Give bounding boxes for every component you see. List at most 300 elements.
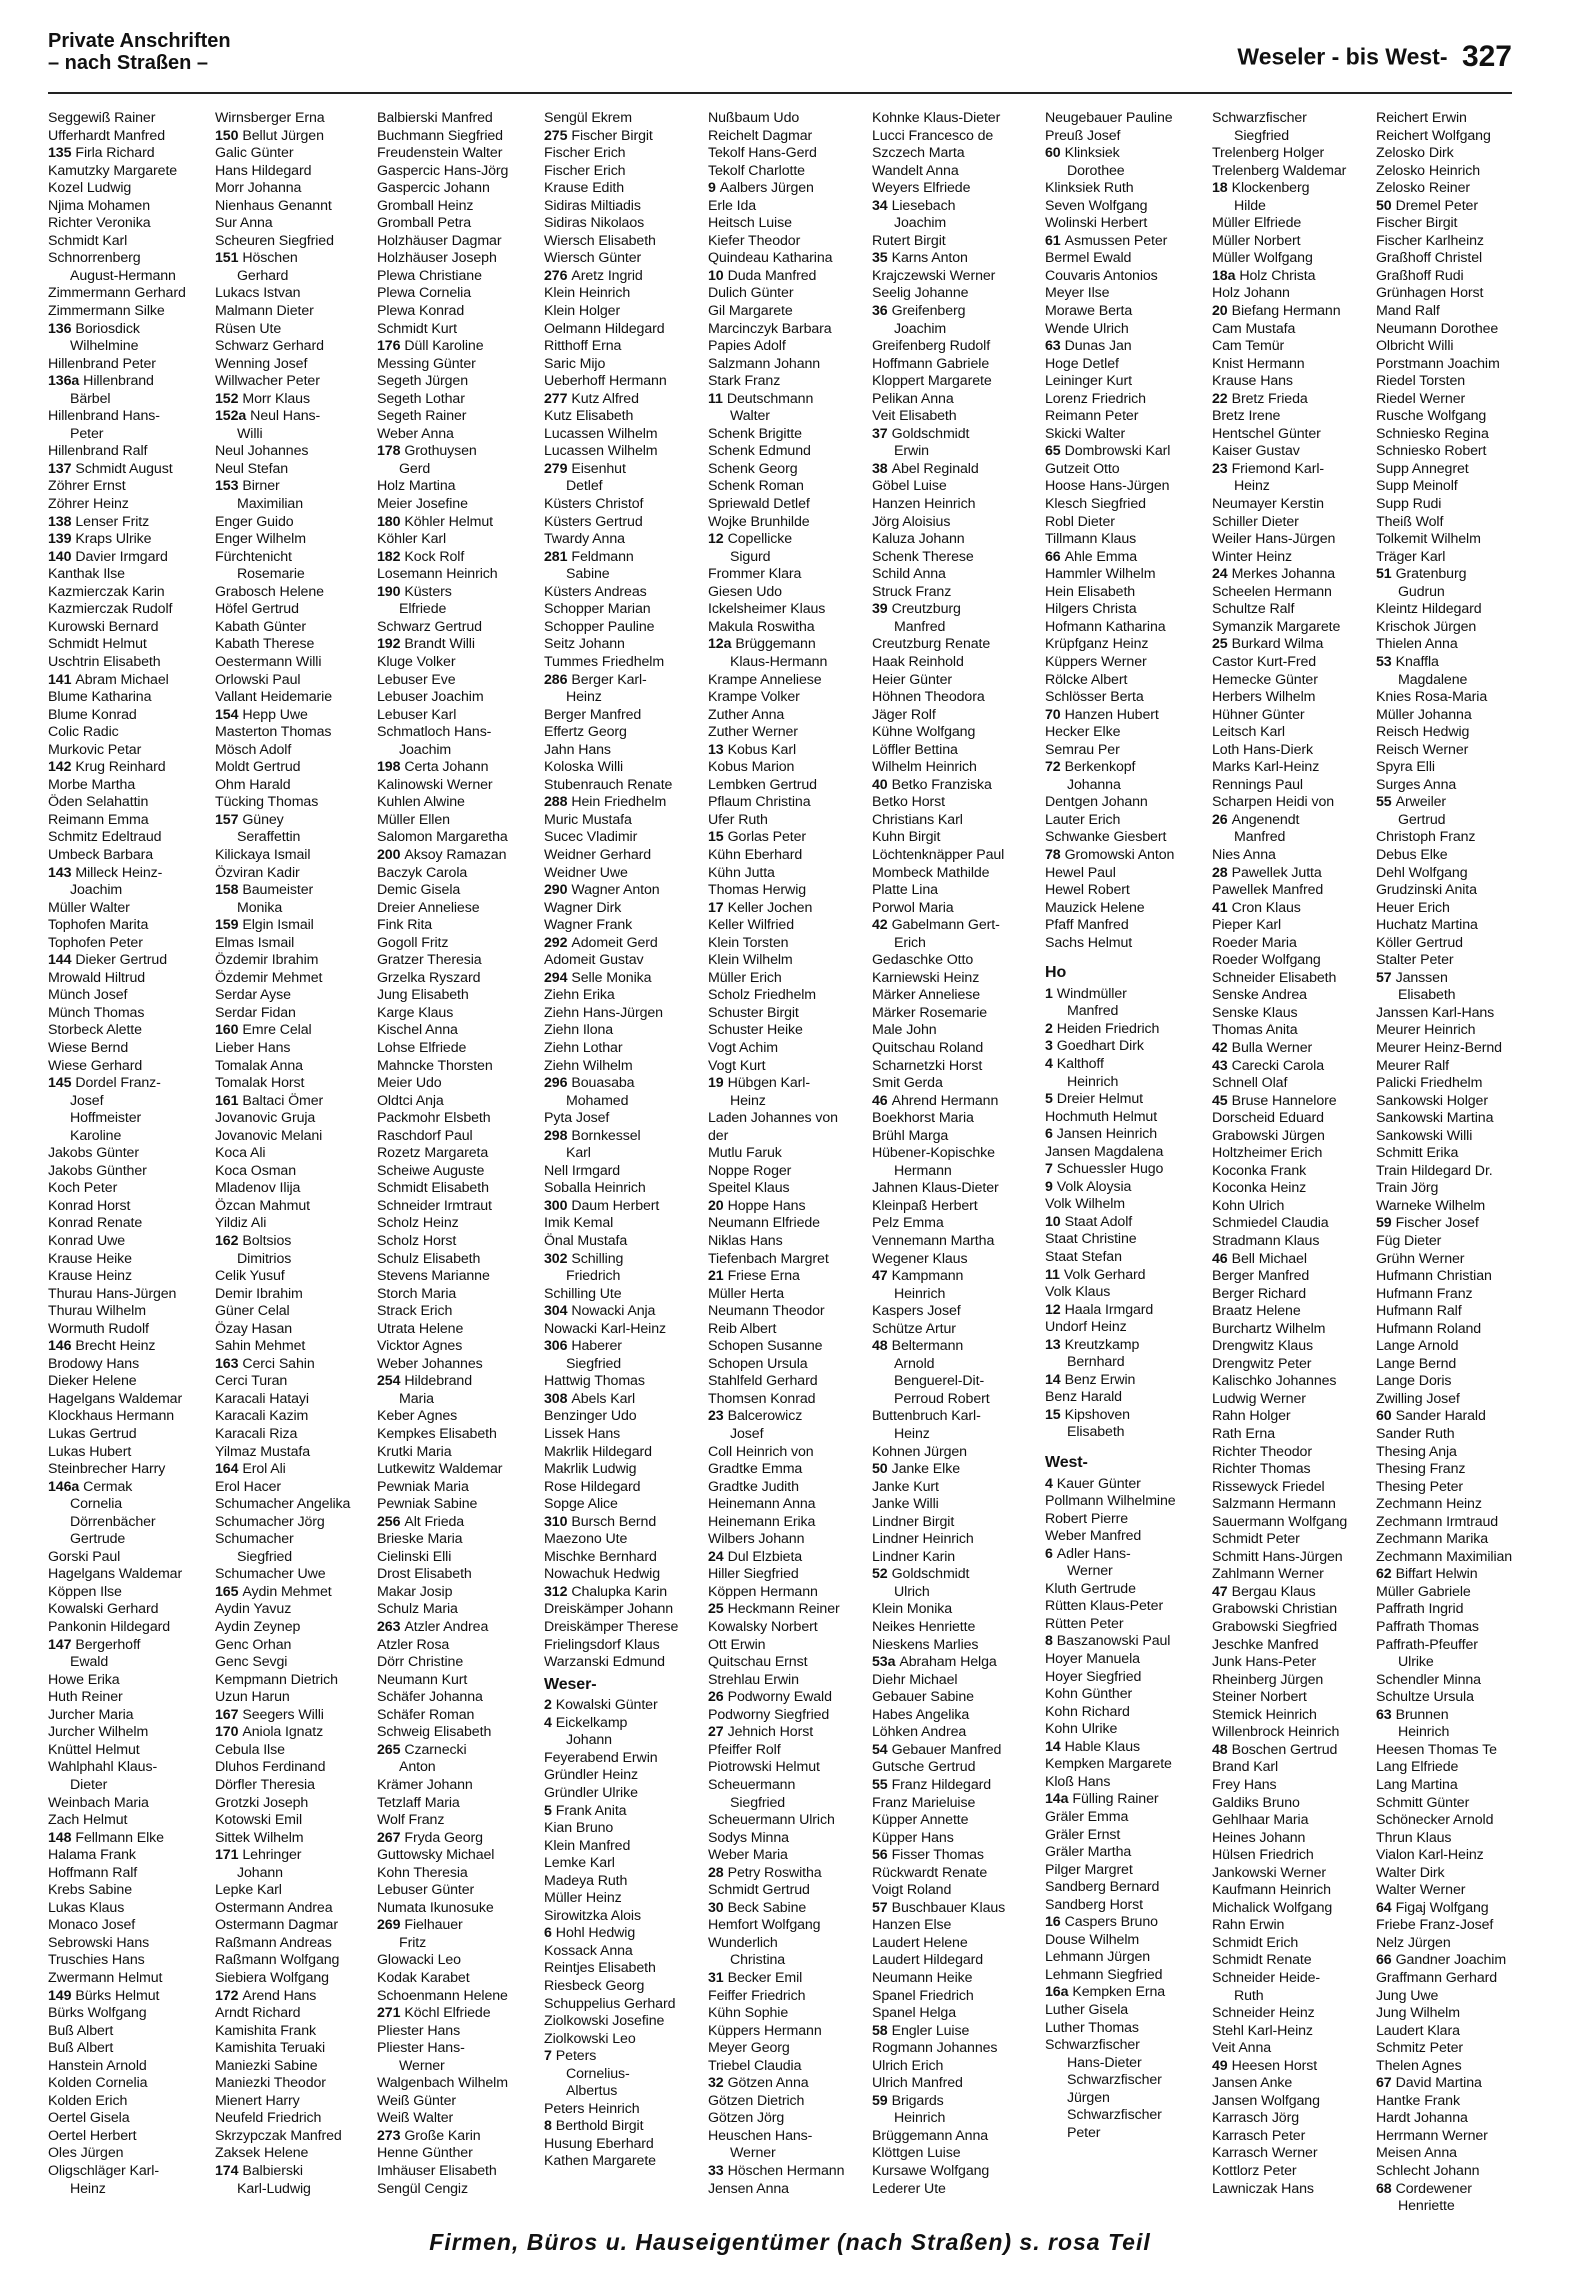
resident-entry: Siegfried [730, 1794, 786, 1811]
resident-entry: Wagner Frank [544, 917, 633, 934]
resident-entry: Raßmann Andreas [215, 1934, 332, 1951]
resident-entry: Kodak Karabet [377, 1969, 470, 1986]
resident-name: Eickelkamp [555, 1714, 628, 1731]
resident-name: Daum Herbert [571, 1197, 660, 1214]
resident-entry: Mischke Bernhard [544, 1548, 657, 1565]
house-entry [544, 1391, 706, 1409]
resident-entry: Segeth Lothar [377, 390, 465, 407]
resident-name: Fryda Georg [404, 1829, 483, 1846]
house-number: 139 [48, 531, 72, 548]
house-entry [48, 514, 212, 532]
resident-entry: Madeya Ruth [544, 1872, 628, 1889]
resident-name: Karns Anton [891, 250, 968, 267]
house-entry [1376, 2075, 1526, 2093]
house-number: 60 [1376, 1408, 1392, 1425]
house-entry [48, 1338, 212, 1356]
resident-entry: Tomalak Anna [215, 1057, 303, 1074]
resident-entry: Scheuren Siegfried [215, 232, 334, 249]
resident-entry: Schulz Elisabeth [377, 1250, 481, 1267]
house-number: 306 [544, 1338, 568, 1355]
house-number: 50 [1376, 197, 1392, 214]
resident-entry: Schwarzfischer [1045, 2037, 1140, 2054]
resident-entry: Gromball Heinz [377, 197, 474, 214]
resident-entry: Nieskens Marlies [872, 1636, 979, 1653]
street-heading [1045, 952, 1210, 960]
resident-entry: Twardy Anna [544, 531, 625, 548]
resident-entry: Dentgen Johann [1045, 794, 1148, 811]
resident-name: Kutz Alfred [571, 390, 639, 407]
resident-entry: Schwarz Gertrud [377, 618, 482, 635]
house-number: 26 [708, 1689, 724, 1706]
resident-entry: Weiß Walter [377, 2110, 454, 2127]
resident-entry: Schultze Ralf [1212, 601, 1295, 618]
resident-entry: Orlowski Paul [215, 671, 301, 688]
resident-entry: Anton [399, 1759, 436, 1776]
resident-name: Sander Harald [1395, 1408, 1486, 1425]
resident-entry: Feyerabend Erwin [544, 1749, 658, 1766]
resident-name: Boschen Gertrud [1231, 1741, 1338, 1758]
resident-entry: Zuther Anna [708, 706, 785, 723]
resident-entry: Preuß Josef [1045, 127, 1121, 144]
resident-entry: Kalischko Johannes [1212, 1373, 1337, 1390]
house-entry [708, 829, 870, 847]
house-number: 33 [708, 2162, 724, 2179]
resident-entry: Cerci Turan [215, 1373, 288, 1390]
resident-name: Dremel Peter [1395, 197, 1478, 214]
house-number: 35 [872, 250, 888, 267]
resident-entry: Habes Angelika [872, 1706, 970, 1723]
resident-entry: Mrowald Hiltrud [48, 969, 146, 986]
resident-entry: Kempmann Dietrich [215, 1671, 338, 1688]
resident-entry: Grabowski Christian [1212, 1601, 1338, 1618]
resident-entry: Papies Adolf [708, 338, 786, 355]
resident-entry: Zelosko Reiner [1376, 180, 1471, 197]
resident-entry: Paffrath Thomas [1376, 1619, 1479, 1636]
house-entry [48, 672, 212, 690]
resident-entry: Stemick Heinrich [1212, 1706, 1317, 1723]
resident-entry: Laudert Hildegard [872, 1952, 984, 1969]
resident-entry: Detlef [566, 478, 603, 495]
resident-name: Schmidt August [75, 460, 173, 477]
resident-entry: Peter [1067, 2124, 1101, 2141]
resident-entry: Umbeck Barbara [48, 846, 154, 863]
house-number: 6 [1045, 1126, 1053, 1143]
house-number: 192 [377, 636, 401, 653]
resident-entry: Paffrath-Pfeuffer [1376, 1636, 1478, 1653]
resident-name: Bell Michael [1231, 1250, 1307, 1267]
resident-entry: Wiese Bernd [48, 1039, 129, 1056]
resident-entry: Karacali Riza [215, 1426, 298, 1443]
house-number: 5 [544, 1802, 552, 1819]
resident-entry: Thesing Peter [1376, 1478, 1464, 1495]
house-number: 10 [708, 267, 724, 284]
resident-name: Große Karin [404, 2127, 481, 2144]
resident-entry: Krischok Jürgen [1376, 618, 1477, 635]
resident-name: Pawellek Jutta [1231, 864, 1322, 881]
resident-entry: Kathen Margarete [544, 2153, 656, 2170]
resident-entry: August-Hermann [70, 267, 176, 284]
street-heading: West- [1045, 1454, 1088, 1472]
house-entry [544, 1514, 706, 1532]
resident-entry: Zwermann Helmut [48, 1969, 163, 1986]
resident-name: Windmüller [1056, 985, 1127, 1002]
house-number: 308 [544, 1390, 568, 1407]
resident-entry: Imik Kemal [544, 1215, 614, 1232]
house-entry [1212, 391, 1374, 409]
resident-entry: Ickelsheimer Klaus [708, 601, 826, 618]
resident-entry: Frielingsdorf Klaus [544, 1636, 660, 1653]
house-number: 49 [1212, 2057, 1228, 2074]
house-entry [1045, 1179, 1210, 1197]
resident-entry: Drengwitz Peter [1212, 1355, 1312, 1372]
resident-entry: Gradtke Emma [708, 1461, 803, 1478]
resident-entry: Küsters Gertrud [544, 513, 643, 530]
resident-entry: Dörrenbächer [70, 1513, 156, 1530]
resident-entry: Galic Günter [215, 145, 294, 162]
resident-entry: Tomalak Horst [215, 1075, 305, 1092]
resident-entry: Gaspercic Hans-Jörg [377, 162, 509, 179]
resident-entry: Hanstein Arnold [48, 2057, 147, 2074]
resident-entry: Quitschau Ernst [708, 1654, 808, 1671]
resident-entry: Christians Karl [872, 811, 963, 828]
resident-entry: Gratzer Theresia [377, 952, 482, 969]
resident-entry: Quindeau Katharina [708, 250, 833, 267]
resident-entry: Gertrud [1398, 811, 1446, 828]
resident-entry: Reisch Hedwig [1376, 724, 1470, 741]
resident-entry: Jurcher Maria [48, 1706, 134, 1723]
resident-name: Kalthoff [1056, 1055, 1104, 1072]
resident-entry: Hanzen Else [872, 1917, 952, 1934]
resident-entry: Jansen Wolfgang [1212, 2092, 1320, 2109]
resident-entry: Ufer Ruth [708, 811, 768, 828]
resident-entry: Schumacher Uwe [215, 1566, 326, 1583]
house-number: 161 [215, 1092, 239, 1109]
resident-entry: Porwol Maria [872, 899, 954, 916]
house-entry [544, 391, 706, 409]
resident-entry: Stubenrauch Renate [544, 776, 673, 793]
house-entry [48, 531, 212, 549]
house-entry [215, 1988, 375, 2006]
resident-entry: Kaufmann Heinrich [1212, 1882, 1331, 1899]
resident-name: Arend Hans [242, 1987, 317, 2004]
resident-entry: Aydin Zeynep [215, 1619, 301, 1636]
resident-entry: Schenk Roman [708, 478, 804, 495]
resident-entry: Reimann Emma [48, 811, 149, 828]
resident-entry: Löchtenknäpper Paul [872, 846, 1005, 863]
house-number: 142 [48, 759, 72, 776]
resident-entry: Wunderlich [708, 1934, 778, 1951]
resident-entry: Storch Maria [377, 1285, 457, 1302]
resident-entry: Richter Veronika [48, 215, 151, 232]
resident-name: Buschbauer Klaus [891, 1899, 1006, 1916]
resident-entry: Jurcher Wilhelm [48, 1724, 149, 1741]
resident-entry: Perroud Robert [894, 1390, 990, 1407]
house-number: 26 [1212, 811, 1228, 828]
resident-entry: Willenbrock Heinrich [1212, 1724, 1340, 1741]
resident-name: Köchl Elfriede [404, 2005, 491, 2022]
resident-entry: Meyer Georg [708, 2040, 790, 2057]
resident-name: Wagner Anton [571, 882, 660, 899]
resident-entry: Lembken Gertrud [708, 776, 817, 793]
resident-entry: Masterton Thomas [215, 724, 332, 741]
house-number: 310 [544, 1513, 568, 1530]
resident-entry: Giesen Udo [708, 583, 782, 600]
house-entry [1045, 1161, 1210, 1179]
house-number: 174 [215, 2162, 239, 2179]
street-range-header [1237, 40, 1512, 74]
house-entry [215, 250, 375, 268]
resident-entry: Boekhorst Maria [872, 1110, 974, 1127]
house-entry [872, 303, 1042, 321]
column-7 [1045, 110, 1210, 2142]
resident-entry: Colic Radic [48, 724, 119, 741]
resident-name: Seegers Willi [242, 1706, 324, 1723]
house-entry [1045, 1021, 1210, 1039]
resident-entry: Steinbrecher Harry [48, 1461, 166, 1478]
resident-entry: Kalinowski Werner [377, 776, 493, 793]
house-number: 141 [48, 671, 72, 688]
resident-entry: Gehlhaar Maria [1212, 1812, 1309, 1829]
resident-entry: Spriewald Detlef [708, 496, 810, 513]
resident-entry: Sengül Ekrem [544, 110, 632, 126]
resident-entry: Pankonin Hildegard [48, 1619, 171, 1636]
resident-entry: Oldtci Anja [377, 1092, 444, 1109]
resident-entry: Lebuser Eve [377, 671, 456, 688]
resident-entry: Holzhäuser Joseph [377, 250, 497, 267]
house-number: 146 [48, 1338, 72, 1355]
resident-name: Lehringer [242, 1847, 302, 1864]
resident-entry: Hans-Dieter [1067, 2054, 1142, 2071]
resident-name: Krug Reinhard [75, 759, 166, 776]
resident-entry: Laudert Klara [1376, 2022, 1460, 2039]
resident-name: Schilling [571, 1250, 624, 1267]
house-number: 25 [1212, 636, 1228, 653]
resident-entry: Jörg Aloisius [872, 513, 951, 530]
resident-entry: Jung Elisabeth [377, 987, 469, 1004]
house-entry [215, 2163, 375, 2181]
house-entry [215, 917, 375, 935]
resident-entry: Pelikan Anna [872, 390, 954, 407]
resident-entry: Marcinczyk Barbara [708, 320, 832, 337]
resident-entry: Lucci Francesco de [872, 127, 994, 144]
resident-entry: Benzinger Udo [544, 1408, 637, 1425]
resident-entry: Gründler Heinz [544, 1767, 639, 1784]
section-title-line1: Private Anschriften [48, 30, 231, 52]
house-number: 265 [377, 1741, 401, 1758]
house-number: 24 [1212, 566, 1228, 583]
resident-name: Brecht Heinz [75, 1338, 156, 1355]
house-entry [544, 1715, 706, 1733]
house-number: 5 [1045, 1091, 1053, 1108]
resident-entry: Sander Ruth [1376, 1426, 1455, 1443]
resident-entry: Sopge Alice [544, 1496, 618, 1513]
resident-entry: Märker Rosemarie [872, 1004, 988, 1021]
house-entry [1212, 2058, 1374, 2076]
house-entry [1212, 812, 1374, 830]
house-entry [708, 1689, 870, 1707]
resident-entry: Christoph Franz [1376, 829, 1476, 846]
resident-entry: Schuppelius Gerhard [544, 1995, 676, 2012]
resident-entry: Fürchtenicht [215, 548, 292, 565]
house-number: 68 [1376, 2180, 1392, 2197]
resident-name: Copellicke [727, 531, 793, 548]
resident-entry: Marks Karl-Heinz [1212, 759, 1320, 776]
resident-entry: Kohn Ulrich [1212, 1197, 1285, 1214]
resident-entry: Raßmann Wolfgang [215, 1952, 340, 1969]
resident-name: Arweiler [1395, 794, 1447, 811]
resident-entry: der [708, 1127, 729, 1144]
resident-name: Becker Emil [727, 1969, 803, 1986]
resident-entry: Wilhelmine [70, 338, 139, 355]
resident-entry: Arndt Richard [215, 2005, 301, 2022]
resident-entry: Oligschläger Karl- [48, 2162, 159, 2179]
resident-entry: Konrad Horst [48, 1197, 131, 1214]
resident-entry: Volk Wilhelm [1045, 1196, 1126, 1213]
resident-entry: Betko Horst [872, 794, 946, 811]
resident-entry: Füg Dieter [1376, 1233, 1442, 1249]
resident-name: Balbierski [242, 2162, 303, 2179]
resident-entry: Lukacs Istvan [215, 285, 301, 302]
house-entry [872, 198, 1042, 216]
house-entry [1045, 759, 1210, 777]
resident-entry: Koconka Heinz [1212, 1180, 1307, 1197]
resident-entry: Adomeit Gustav [544, 952, 644, 969]
resident-entry: Wojke Brunhilde [708, 513, 810, 530]
resident-entry: Siegfried [1234, 127, 1290, 144]
resident-entry: Olbricht Willi [1376, 338, 1454, 355]
house-entry [872, 777, 1042, 795]
resident-entry: Albertus [566, 2083, 618, 2100]
resident-name: Ahrend Hermann [891, 1092, 999, 1109]
house-entry [1045, 1337, 1210, 1355]
resident-entry: Zuther Werner [708, 724, 798, 741]
house-number: 70 [1045, 706, 1061, 723]
house-entry [544, 1075, 706, 1093]
resident-entry: Zöhrer Heinz [48, 496, 129, 513]
resident-entry: Klein Manfred [544, 1837, 631, 1854]
house-number: 4 [544, 1714, 552, 1731]
house-number: 182 [377, 548, 401, 565]
house-number: 290 [544, 882, 568, 899]
resident-entry: Ritthoff Erna [544, 338, 622, 355]
resident-entry: Jovanovic Gruja [215, 1110, 316, 1127]
resident-entry: Kowalsky Norbert [708, 1619, 818, 1636]
resident-entry: Özdemir Mehmet [215, 969, 323, 986]
house-number: 27 [708, 1724, 724, 1741]
resident-name: Gabelmann Gert- [891, 917, 1000, 934]
resident-entry: Neumann Dorothee [1376, 320, 1499, 337]
resident-entry: Schmitz Edeltraud [48, 829, 162, 846]
resident-name: Kempken Erna [1072, 1984, 1166, 2001]
resident-entry: Meyer Ilse [1045, 285, 1110, 302]
house-number: 48 [872, 1338, 888, 1355]
resident-entry: Grabowski Siegfried [1212, 1619, 1338, 1636]
resident-name: Bulla Werner [1231, 1039, 1313, 1056]
resident-entry: Maximilian [237, 496, 304, 513]
house-number: 20 [1212, 303, 1228, 320]
resident-entry: Fischer Birgit [1376, 215, 1458, 232]
resident-name: Keller Jochen [727, 899, 813, 916]
resident-entry: Wiese Gerhard [48, 1057, 143, 1074]
resident-entry: Nienhaus Genannt [215, 197, 332, 214]
resident-entry: Zwilling Josef [1376, 1390, 1460, 1407]
house-entry [708, 1075, 870, 1093]
resident-name: Franz Hildegard [891, 1776, 992, 1793]
house-entry [708, 900, 870, 918]
resident-entry: Lukas Klaus [48, 1899, 125, 1916]
house-number: 24 [708, 1548, 724, 1565]
house-number: 8 [544, 2118, 552, 2135]
resident-entry: Weber Maria [708, 1847, 788, 1864]
resident-entry: Gutsche Gertrud [872, 1759, 976, 1776]
resident-entry: Drost Elisabeth [377, 1566, 472, 1583]
resident-entry: Kian Bruno [544, 1820, 614, 1837]
house-entry [544, 1697, 706, 1715]
resident-entry: Enger Guido [215, 513, 294, 530]
resident-name: Aretz Ingrid [571, 267, 643, 284]
house-entry [1212, 900, 1374, 918]
column-3 [377, 110, 542, 2198]
resident-entry: Lindner Heinrich [872, 1531, 974, 1548]
resident-entry: Thurau Hans-Jürgen [48, 1285, 177, 1302]
house-entry [544, 672, 706, 690]
house-number: 40 [872, 776, 888, 793]
resident-entry: Henne Günther [377, 2145, 473, 2162]
resident-entry: Luther Thomas [1045, 2019, 1139, 2036]
resident-entry: Karl [566, 1145, 591, 1162]
resident-entry: Hoffmeister [70, 1110, 142, 1127]
resident-entry: Schiller Dieter [1212, 513, 1299, 530]
resident-entry: Bürks Wolfgang [48, 2005, 147, 2022]
resident-entry: Schäfer Johanna [377, 1689, 483, 1706]
resident-entry: Pflaum Christina [708, 794, 811, 811]
resident-entry: Schmidt Erich [1212, 1934, 1299, 1951]
house-entry [708, 2163, 870, 2181]
house-entry [377, 759, 542, 777]
resident-entry: Jäger Rolf [872, 706, 936, 723]
resident-entry: Krampe Anneliese [708, 671, 822, 688]
resident-entry: Willwacher Peter [215, 373, 320, 390]
resident-entry: Howe Erika [48, 1671, 120, 1688]
resident-entry: Götzen Jörg [708, 2110, 785, 2127]
resident-entry: Baczyk Carola [377, 864, 468, 881]
resident-entry: Sigurd [730, 548, 771, 565]
resident-entry: Rüsen Ute [215, 320, 282, 337]
house-entry [708, 1198, 870, 1216]
resident-entry: Coll Heinrich von [708, 1443, 814, 1460]
house-entry [1212, 1040, 1374, 1058]
resident-entry: Oestermann Willi [215, 653, 322, 670]
resident-name: Kauer Günter [1056, 1475, 1141, 1492]
resident-entry: Segeth Jürgen [377, 373, 468, 390]
resident-entry: Bärbel [70, 390, 111, 407]
resident-entry: Lindner Birgit [872, 1513, 955, 1530]
house-number: 163 [215, 1355, 239, 1372]
resident-entry: Oertel Gisela [48, 2110, 130, 2127]
house-number: 32 [708, 2075, 724, 2092]
house-number: 36 [872, 303, 888, 320]
resident-entry: Graffmann Gerhard [1376, 1969, 1498, 1986]
resident-entry: Schmitt Günter [1376, 1794, 1470, 1811]
house-number: 66 [1045, 548, 1061, 565]
house-number: 55 [872, 1776, 888, 1793]
house-number: 17 [708, 899, 724, 916]
resident-entry: Schuster Birgit [708, 1004, 799, 1021]
house-number: 41 [1212, 899, 1228, 916]
house-entry [544, 549, 706, 567]
resident-entry: Heitsch Luise [708, 215, 792, 232]
resident-name: Dunas Jan [1064, 338, 1132, 355]
